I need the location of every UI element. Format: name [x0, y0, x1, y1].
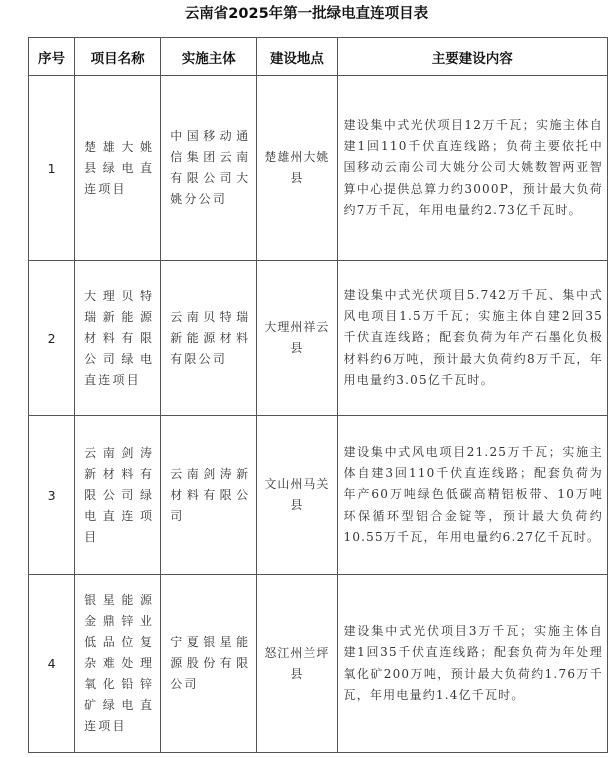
row-number: 1 — [29, 76, 75, 261]
table-row — [29, 416, 608, 575]
header-content: 主要建设内容 — [337, 38, 608, 76]
table-row — [29, 261, 608, 416]
header-location: 建设地点 — [257, 38, 337, 76]
construction-content: 建设集中式光伏项目3万千瓦；实施主体自建1回35千伏直连线路；配套负荷为年处理氧化矿200万吨，预计最大负荷约1.76万千瓦，年用电量约1.4亿千瓦时。 — [337, 575, 608, 753]
construction-content: 建设集中式风电项目21.25万千瓦；实施主体自建3回110千伏直连线路；配套负荷为年产60万吨绿色低碳高精铝板带、10万吨环保循环型铝合金锭等，预计最大负荷约10.55万千瓦，年用电量约6.27亿千瓦时。 — [337, 416, 608, 575]
row-number: 2 — [29, 261, 75, 416]
implementing-entity: 中国移动通信集团云南有限公司大姚分公司 — [161, 76, 257, 261]
table-row — [29, 575, 608, 753]
construction-content: 建设集中式光伏项目5.742万千瓦、集中式风电项目1.5万千瓦；实施主体自建2回35千伏直连线路；配套负荷为年产石墨化负极材料约6万吨，预计最大负荷约8万千瓦，年用电量约3.05亿千瓦时。 — [337, 261, 608, 416]
project-name: 大理贝特瑞新能源材料有限公司绿电直连项目 — [75, 261, 161, 416]
table-row — [29, 76, 608, 261]
row-number: 4 — [29, 575, 75, 753]
row-number: 3 — [29, 416, 75, 575]
project-table — [28, 37, 608, 753]
project-name: 银星能源金鼎锌业低品位复杂难处理氧化铅锌矿绿电直连项目 — [75, 575, 161, 753]
implementing-entity: 云南贝特瑞新能源材料有限公司 — [161, 261, 257, 416]
construction-location: 怒江州兰坪县 — [257, 575, 337, 753]
construction-location: 大理州祥云县 — [257, 261, 337, 416]
construction-content: 建设集中式光伏项目12万千瓦；实施主体自建1回110千伏直连线路；负荷主要依托中国移动云南公司大姚分公司大姚数智两亚智算中心提供总算力约3000P，预计最大负荷约7万千瓦，年用电量约2.73亿千瓦时。 — [337, 76, 608, 261]
header-org: 实施主体 — [161, 38, 257, 76]
implementing-entity: 云南剑涛新材料有限公司 — [161, 416, 257, 575]
implementing-entity: 宁夏银星能源股份有限公司 — [161, 575, 257, 753]
table-header-row — [29, 38, 608, 76]
header-name: 项目名称 — [75, 38, 161, 76]
page-title: 云南省2025年第一批绿电直连项目表 — [184, 6, 429, 22]
construction-location: 楚雄州大姚县 — [257, 76, 337, 261]
project-name: 楚雄大姚县绿电直连项目 — [75, 76, 161, 261]
project-name: 云南剑涛新材料有限公司绿电直连项目 — [75, 416, 161, 575]
construction-location: 文山州马关县 — [257, 416, 337, 575]
header-no: 序号 — [29, 38, 75, 76]
